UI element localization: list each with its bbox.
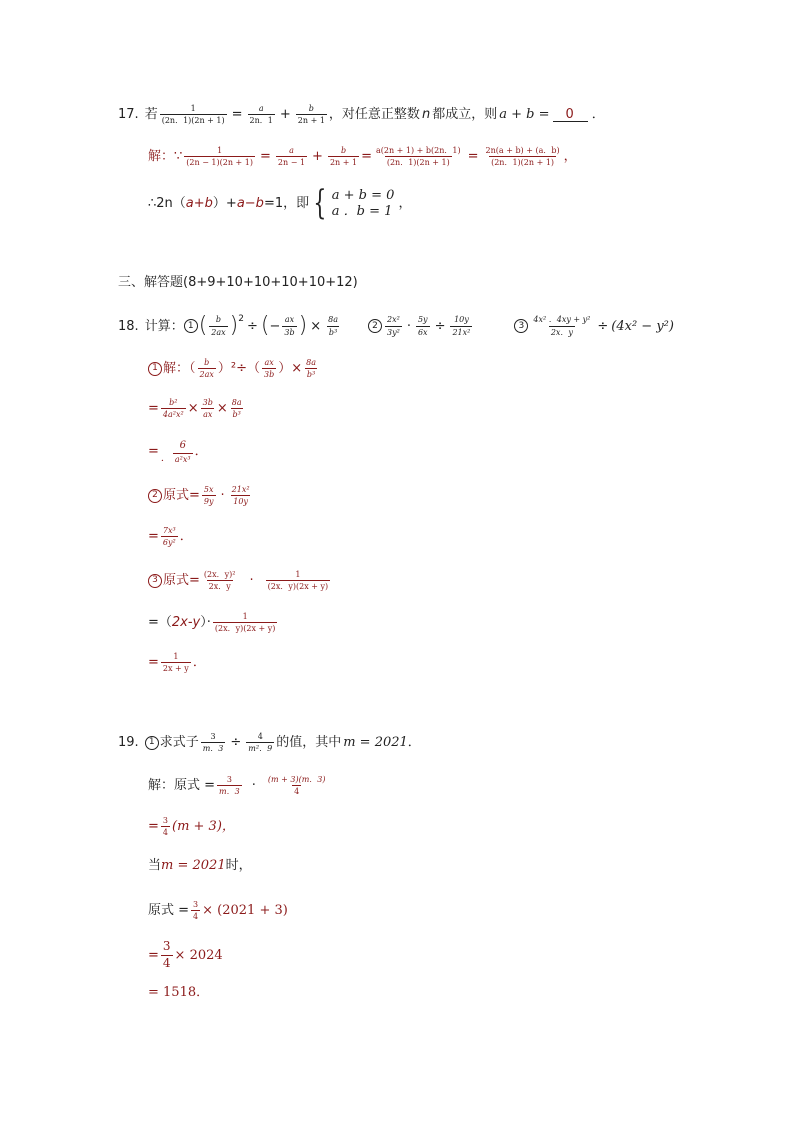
q19-number: 19. — [118, 735, 139, 751]
q18-s2-fraction-2: $\frac{\text{21x²}}{10y}$ — [231, 485, 250, 507]
q19-s3-condition: m = 2021 — [161, 858, 226, 873]
q18-solution-2-line-1 — [148, 485, 254, 506]
q17-solution-end: ， — [563, 149, 577, 165]
q19-statement — [118, 732, 421, 753]
q18-s3-fraction-2: $\frac{1}{(2x.y)(2x + y)}$ — [267, 570, 329, 592]
q18-p1-fraction-3: $\frac{8a}{\text{b³}}$ — [328, 315, 338, 337]
q17-fraction-2: $\frac{a}{2n.1}$ — [249, 104, 273, 126]
q18-s3b-pre: =（ — [148, 615, 172, 631]
q18-p2-fraction-3: $\frac{10y}{\text{21x²}}$ — [452, 315, 471, 337]
q17-line3-pre: ∴2n（ — [148, 195, 186, 211]
q17-line3-ab: a+b — [185, 195, 213, 211]
q19-end: ． — [407, 735, 421, 751]
q18-solution-1-line-2 — [148, 398, 246, 419]
q17-equals: = — [231, 107, 243, 123]
q18-s3-fraction-1: $\frac{\text{(2x．y)²}}{2x.y}$ — [203, 570, 236, 592]
q17-plus: + — [279, 107, 291, 123]
q18-number: 18. — [118, 318, 139, 334]
q18-s3b-post: ）· — [200, 615, 211, 631]
q17-solution-line-1: 解：∵ $\frac{1}{(2n - 1)(2n + 1)}$ = $\frac{a}{2n - 1}$ + $\frac{b}{2n + 1}$ = $\frac{a(2n + 1) + b(2n.1)}{(2n.1)(2n + 1)}$ = $\frac{2n(a + b) + (a.b)}{(2n.1)(2n + 1)}$ ， — [148, 146, 577, 168]
q19-fraction-1: $\frac{3}{m.3}$ — [202, 732, 224, 754]
q17-statement — [118, 104, 605, 125]
q19-solution-line-2 — [148, 816, 235, 837]
q18-s1b-times-2: × — [216, 401, 228, 417]
q18-s2-dot: · — [220, 488, 225, 504]
q17-line3-amb: a−b — [236, 195, 264, 211]
q17-end: ． — [591, 107, 605, 123]
q18-p1-fraction-1: $\frac{b}{2ax}$ — [211, 315, 226, 337]
q18-s1b-fraction-3: $\frac{8a}{\text{b³}}$ — [231, 398, 242, 420]
q18-s1-label: 解：（ — [163, 361, 196, 377]
q17-system-eq-1: a + b = 0 — [331, 187, 395, 203]
q18-solution-1-line-1 — [148, 358, 320, 379]
q17-solution-label: 解：∵ — [148, 149, 183, 165]
q19-prefix: 求式子 — [159, 735, 199, 751]
q19-s2-tail: (m + 3)， — [172, 819, 235, 835]
q19-s4-label: 原式 = — [148, 903, 190, 919]
q17-number: 17. — [118, 107, 139, 123]
q18-p1-fraction-2: $\frac{ax}{3b}$ — [284, 315, 295, 337]
q17-asks: a + b = — [499, 107, 550, 123]
q18-s1b-times-1: × — [187, 401, 199, 417]
q18-s1-mid: ）²÷（ — [217, 361, 260, 377]
q17-condition: ，对任意正整数 — [328, 107, 420, 123]
q18-p2-fraction-2: $\frac{5y}{6x}$ — [417, 315, 428, 337]
q19-s4-tail: × (2021 + 3) — [202, 903, 288, 919]
q18-p1-power: 2 — [238, 314, 244, 324]
q19-suffix: 的值，其中 — [276, 735, 342, 751]
q17-fraction-3: $\frac{b}{2n + 1}$ — [297, 104, 325, 126]
q18-p2-dot: · — [406, 318, 411, 334]
q18-s1-fraction-2: $\frac{ax}{3b}$ — [264, 358, 275, 380]
q18-s1c-fraction: $\frac{6}{\text{a²x³}}$ — [174, 440, 191, 464]
q19-s2-fraction: $\frac{3}{4}$ — [162, 816, 168, 838]
q18-s1-close: ）× — [278, 361, 303, 377]
q18-s1b-fraction-2: $\frac{3b}{ax}$ — [202, 398, 213, 420]
q18-solution-3-line-1 — [148, 570, 332, 591]
q17-solution-fraction-1: $\frac{1}{(2n - 1)(2n + 1)}$ — [186, 146, 254, 168]
q19-s1-fraction-1: $\frac{3}{m.3}$ — [219, 775, 240, 797]
q19-circle: 1 — [145, 736, 159, 750]
q18-s3c-end: ． — [192, 655, 206, 671]
q18-solution-1-line-3 — [148, 440, 208, 464]
q18-p1-times: × — [310, 318, 322, 334]
q17-line3-eq: =1，即 — [263, 195, 310, 211]
q17-solution-fraction-3: $\frac{b}{2n + 1}$ — [329, 146, 358, 168]
q17-answer: 0 — [565, 106, 574, 122]
q19-solution-line-6 — [148, 986, 209, 999]
q19-s1-fraction-2: $\frac{(m + 3)(m.3)}{4}$ — [267, 775, 326, 797]
q19-s1-label: 解：原式 = — [148, 778, 216, 794]
q18-solution-3-line-3 — [148, 652, 206, 673]
q19-s5-fraction: $\frac{3}{4}$ — [162, 939, 171, 970]
section-3-title: 三、解答题(8+9+10+10+10+10+12) — [118, 275, 358, 290]
q19-condition: m = 2021 — [343, 735, 408, 751]
q19-solution-line-1 — [148, 775, 329, 796]
q18-s3b-mid: 2x-y — [171, 615, 201, 631]
q17-condition-2: 都成立，则 — [432, 107, 498, 123]
q18-s2-fraction-1: $\frac{5x}{9y}$ — [203, 485, 214, 507]
q19-s2-eq: = — [148, 819, 159, 835]
q19-solution-line-5 — [148, 940, 223, 971]
q18-s2-label: 原式= — [163, 488, 200, 504]
q18-s1c-sign: ． — [160, 452, 171, 464]
q19-s5-eq: = — [148, 947, 159, 963]
q19-s3-post: 时， — [225, 858, 252, 873]
q18-s1-fraction-1: $\frac{b}{2ax}$ — [199, 358, 214, 380]
q19-div: ÷ — [230, 735, 242, 751]
q18-s1-fraction-3: $\frac{8a}{\text{b³}}$ — [306, 358, 316, 380]
q19-solution-line-3 — [148, 859, 252, 872]
q18-s1b-eq: = — [148, 401, 159, 417]
q18-part2-circle: 2 — [368, 319, 382, 333]
q18-part3-circle: 3 — [514, 319, 528, 333]
q17-solution-fraction-2: $\frac{a}{2n - 1}$ — [277, 146, 306, 168]
q17-system-eq-2: a ．b = 1 — [331, 203, 393, 219]
q19-fraction-2: $\frac{4}{\text{m²．9}}$ — [248, 732, 273, 754]
q18-p1-div: ÷ — [247, 318, 258, 334]
q18-s1b-fraction-1: $\frac{\text{b²}}{\text{4a²x²}}$ — [162, 398, 184, 420]
q17-solution-fraction-5: $\frac{2n(a + b) + (a.b)}{(2n.1)(2n + 1)}$ — [485, 146, 560, 168]
q18-p2-div: ÷ — [434, 318, 446, 334]
q18-s1c-eq: = — [148, 444, 159, 460]
q18-s3-dot: · — [249, 573, 254, 589]
q18-s1c-end: ． — [194, 444, 208, 460]
q18-statement: 18. 计算： 1 ( $\frac{b}{2ax}$ ) 2 ÷ ( − $\frac{ax}{3b}$ ) × $\frac{8a}{\text{b³}}$ 2 $\frac{\text{2x²}}{\text{3y²}}$ · $\frac{5y}{6x}$ ÷ $\frac{10y}{\text{21x²}}$ 3 $\frac{\text{4x² ．4xy + y²}}{2x.y}$ ÷ (4x² − y²) — [118, 313, 674, 338]
q18-s3-label: 原式= — [163, 573, 200, 589]
q17-fraction-1: $\frac{1}{(2n.1)(2n + 1)}$ — [161, 104, 225, 126]
q18-s2b-eq: = — [148, 529, 159, 545]
q18-label: 计算： — [144, 318, 184, 334]
q18-p3-fraction-1: $\frac{\text{4x² ．4xy + y²}}{2x.y}$ — [533, 315, 591, 337]
q18-s3-circle: 3 — [148, 574, 162, 588]
q18-s3c-eq: = — [148, 655, 159, 671]
q19-s1-dot: · — [251, 778, 256, 794]
q18-p1-minus: − — [269, 318, 281, 334]
q19-s4-fraction: $\frac{3}{4}$ — [193, 900, 199, 922]
q18-p2-fraction-1: $\frac{\text{2x²}}{\text{3y²}}$ — [386, 315, 400, 337]
q17-answer-blank — [553, 108, 587, 122]
q18-s2b-fraction: $\frac{\text{7x³}}{\text{6y²}}$ — [162, 526, 176, 548]
q19-s3-pre: 当 — [148, 858, 162, 873]
q17-prefix: 若 — [144, 107, 158, 123]
q18-solution-2-line-2 — [148, 526, 193, 547]
q18-part1-circle: 1 — [184, 319, 198, 333]
q18-p3-div: ÷ — [597, 318, 609, 334]
q17-equation-system: { a + b = 0 a ．b = 1 — [313, 183, 395, 223]
q17-solution-fraction-4: $\frac{a(2n + 1) + b(2n.1)}{(2n.1)(2n + 1)}$ — [375, 146, 461, 168]
q18-s3c-fraction: $\frac{1}{2x + y}$ — [162, 652, 189, 674]
q18-solution-3-line-2 — [148, 612, 279, 633]
q19-s5-tail: × 2024 — [174, 947, 223, 963]
q17-solution-line-2 — [148, 183, 412, 223]
q18-s2b-end: ． — [179, 529, 193, 545]
q19-solution-line-4 — [148, 900, 288, 921]
q17-var-n: n — [421, 107, 431, 123]
q19-s6-result: = 1518． — [148, 985, 210, 1000]
q18-p3-tail: (4x² − y²) — [611, 318, 674, 334]
q18-s2-circle: 2 — [148, 489, 162, 503]
q18-s3b-fraction: $\frac{1}{(2x.y)(2x + y)}$ — [214, 612, 276, 634]
q17-system-end: ， — [398, 195, 412, 211]
q17-line3-mid: ）+ — [212, 195, 237, 211]
q18-s1-circle: 1 — [148, 362, 162, 376]
